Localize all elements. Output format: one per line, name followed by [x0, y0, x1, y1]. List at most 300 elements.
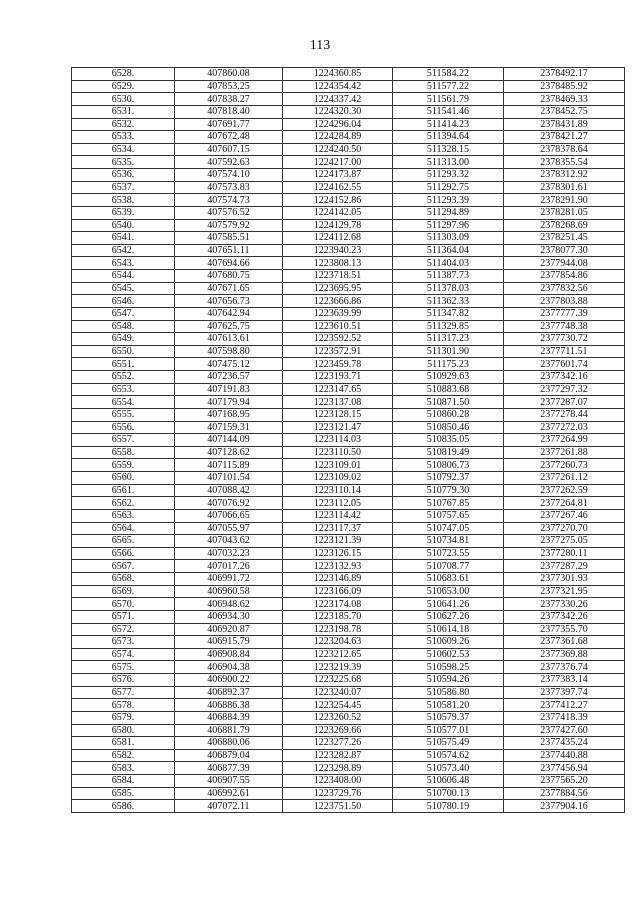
y2-cell: 2378301.61 [504, 181, 625, 194]
table-row [72, 396, 625, 409]
y2-cell: 2378281.05 [504, 206, 625, 219]
x1-cell: 407818.40 [175, 105, 283, 118]
y2-cell: 2377272.03 [504, 421, 625, 434]
x2-cell: 511293.39 [393, 194, 504, 207]
y1-cell: 1223610.51 [283, 320, 393, 333]
point-number-cell: 6570. [72, 598, 175, 611]
x2-cell: 510575.49 [393, 737, 504, 750]
x1-cell: 406879.04 [175, 749, 283, 762]
x1-cell: 407691.77 [175, 118, 283, 131]
coordinates-table [71, 67, 625, 813]
table-row [72, 446, 625, 459]
y1-cell: 1223121.39 [283, 535, 393, 548]
point-number-cell: 6554. [72, 396, 175, 409]
table-row [72, 636, 625, 649]
point-number-cell: 6564. [72, 522, 175, 535]
table-row [72, 181, 625, 194]
y2-cell: 2378492.17 [504, 68, 625, 81]
point-number-cell: 6531. [72, 105, 175, 118]
point-number-cell: 6562. [72, 497, 175, 510]
x1-cell: 407236.57 [175, 371, 283, 384]
x1-cell: 406991.72 [175, 573, 283, 586]
x1-cell: 407592.63 [175, 156, 283, 169]
point-number-cell: 6532. [72, 118, 175, 131]
x2-cell: 510581.20 [393, 699, 504, 712]
point-number-cell: 6543. [72, 257, 175, 270]
x2-cell: 510653.00 [393, 585, 504, 598]
table-row [72, 408, 625, 421]
page-number: 113 [309, 38, 331, 53]
point-number-cell: 6553. [72, 383, 175, 396]
point-number-cell: 6552. [72, 371, 175, 384]
table-row [72, 686, 625, 699]
x2-cell: 511541.46 [393, 105, 504, 118]
y2-cell: 2377412.27 [504, 699, 625, 712]
y2-cell: 2377854.86 [504, 270, 625, 283]
x1-cell: 407574.10 [175, 169, 283, 182]
point-number-cell: 6555. [72, 408, 175, 421]
y1-cell: 1224320.30 [283, 105, 393, 118]
x2-cell: 511561.79 [393, 93, 504, 106]
y1-cell: 1223109.01 [283, 459, 393, 472]
point-number-cell: 6541. [72, 232, 175, 245]
point-number-cell: 6557. [72, 434, 175, 447]
point-number-cell: 6586. [72, 800, 175, 813]
point-number-cell: 6576. [72, 674, 175, 687]
table-row [72, 522, 625, 535]
x1-cell: 407853.25 [175, 80, 283, 93]
x1-cell: 407043.62 [175, 535, 283, 548]
y1-cell: 1223269.66 [283, 724, 393, 737]
point-number-cell: 6534. [72, 143, 175, 156]
x1-cell: 406886.38 [175, 699, 283, 712]
x1-cell: 407651.11 [175, 244, 283, 257]
table-row [72, 711, 625, 724]
table-row [72, 270, 625, 283]
x2-cell: 511378.03 [393, 282, 504, 295]
y1-cell: 1223121.47 [283, 421, 393, 434]
point-number-cell: 6572. [72, 623, 175, 636]
point-number-cell: 6580. [72, 724, 175, 737]
x1-cell: 407179.94 [175, 396, 283, 409]
table-row [72, 156, 625, 169]
x1-cell: 406960.58 [175, 585, 283, 598]
x1-cell: 407475.12 [175, 358, 283, 371]
y1-cell: 1223254.45 [283, 699, 393, 712]
y1-cell: 1224162.55 [283, 181, 393, 194]
x2-cell: 511584.22 [393, 68, 504, 81]
x1-cell: 407066.65 [175, 509, 283, 522]
x2-cell: 510883.68 [393, 383, 504, 396]
point-number-cell: 6568. [72, 573, 175, 586]
x1-cell: 406900.22 [175, 674, 283, 687]
table-row [72, 762, 625, 775]
point-number-cell: 6537. [72, 181, 175, 194]
point-number-cell: 6560. [72, 472, 175, 485]
x2-cell: 510819.49 [393, 446, 504, 459]
x2-cell: 510579.37 [393, 711, 504, 724]
y2-cell: 2377376.74 [504, 661, 625, 674]
y1-cell: 1223940.23 [283, 244, 393, 257]
y2-cell: 2378378.64 [504, 143, 625, 156]
y1-cell: 1224152.86 [283, 194, 393, 207]
x1-cell: 407671.65 [175, 282, 283, 295]
x2-cell: 511364.04 [393, 244, 504, 257]
table-row [72, 333, 625, 346]
y2-cell: 2378469.33 [504, 93, 625, 106]
y2-cell: 2378312.92 [504, 169, 625, 182]
table-row [72, 560, 625, 573]
y1-cell: 1223282.87 [283, 749, 393, 762]
table-row [72, 295, 625, 308]
x1-cell: 407607.15 [175, 143, 283, 156]
x2-cell: 511387.73 [393, 270, 504, 283]
x1-cell: 407115.89 [175, 459, 283, 472]
y2-cell: 2377730.72 [504, 333, 625, 346]
point-number-cell: 6547. [72, 307, 175, 320]
point-number-cell: 6545. [72, 282, 175, 295]
x2-cell: 511414.23 [393, 118, 504, 131]
table-row [72, 674, 625, 687]
y2-cell: 2377301.93 [504, 573, 625, 586]
point-number-cell: 6573. [72, 636, 175, 649]
x2-cell: 510573.40 [393, 762, 504, 775]
y1-cell: 1223114.03 [283, 434, 393, 447]
y1-cell: 1223137.08 [283, 396, 393, 409]
x1-cell: 407838.27 [175, 93, 283, 106]
y2-cell: 2377262.59 [504, 484, 625, 497]
x2-cell: 510871.50 [393, 396, 504, 409]
x2-cell: 510929.63 [393, 371, 504, 384]
point-number-cell: 6581. [72, 737, 175, 750]
point-number-cell: 6539. [72, 206, 175, 219]
y1-cell: 1223592.52 [283, 333, 393, 346]
y2-cell: 2377275.05 [504, 535, 625, 548]
x2-cell: 510850.46 [393, 421, 504, 434]
x1-cell: 407159.31 [175, 421, 283, 434]
table-row [72, 775, 625, 788]
point-number-cell: 6528. [72, 68, 175, 81]
point-number-cell: 6538. [72, 194, 175, 207]
y2-cell: 2377264.81 [504, 497, 625, 510]
x1-cell: 407585.51 [175, 232, 283, 245]
table-row [72, 80, 625, 93]
y2-cell: 2377321.95 [504, 585, 625, 598]
table-row [72, 371, 625, 384]
x2-cell: 510708.77 [393, 560, 504, 573]
x1-cell: 407672.48 [175, 131, 283, 144]
point-number-cell: 6579. [72, 711, 175, 724]
point-number-cell: 6546. [72, 295, 175, 308]
y2-cell: 2377904.16 [504, 800, 625, 813]
y2-cell: 2377884.56 [504, 787, 625, 800]
table-row [72, 118, 625, 131]
x1-cell: 406920.87 [175, 623, 283, 636]
table-row [72, 459, 625, 472]
x2-cell: 510598.25 [393, 661, 504, 674]
x2-cell: 511317.23 [393, 333, 504, 346]
x1-cell: 406934.30 [175, 610, 283, 623]
x2-cell: 510767.85 [393, 497, 504, 510]
x1-cell: 406948.62 [175, 598, 283, 611]
point-number-cell: 6550. [72, 345, 175, 358]
y1-cell: 1223193.71 [283, 371, 393, 384]
point-number-cell: 6548. [72, 320, 175, 333]
table-row [72, 219, 625, 232]
point-number-cell: 6571. [72, 610, 175, 623]
y2-cell: 2378485.92 [504, 80, 625, 93]
y1-cell: 1223277.26 [283, 737, 393, 750]
x2-cell: 511293.32 [393, 169, 504, 182]
point-number-cell: 6533. [72, 131, 175, 144]
x2-cell: 510780.19 [393, 800, 504, 813]
point-number-cell: 6551. [72, 358, 175, 371]
x1-cell: 407642.94 [175, 307, 283, 320]
x2-cell: 510792.37 [393, 472, 504, 485]
point-number-cell: 6561. [72, 484, 175, 497]
y1-cell: 1223198.78 [283, 623, 393, 636]
y1-cell: 1223298.89 [283, 762, 393, 775]
table-row [72, 648, 625, 661]
table-row [72, 661, 625, 674]
y2-cell: 2377427.60 [504, 724, 625, 737]
point-number-cell: 6563. [72, 509, 175, 522]
point-number-cell: 6583. [72, 762, 175, 775]
coordinates-table-body [72, 68, 625, 813]
y1-cell: 1224284.89 [283, 131, 393, 144]
x2-cell: 511301.90 [393, 345, 504, 358]
x2-cell: 510574.62 [393, 749, 504, 762]
y1-cell: 1224142.05 [283, 206, 393, 219]
y2-cell: 2377261.12 [504, 472, 625, 485]
y1-cell: 1223110.14 [283, 484, 393, 497]
y2-cell: 2377287.29 [504, 560, 625, 573]
y1-cell: 1224354.42 [283, 80, 393, 93]
x1-cell: 407860.08 [175, 68, 283, 81]
y2-cell: 2377287.07 [504, 396, 625, 409]
x1-cell: 407579.92 [175, 219, 283, 232]
y2-cell: 2378291.90 [504, 194, 625, 207]
y1-cell: 1224129.78 [283, 219, 393, 232]
x2-cell: 511404.03 [393, 257, 504, 270]
x2-cell: 511297.96 [393, 219, 504, 232]
y2-cell: 2377777.39 [504, 307, 625, 320]
point-number-cell: 6584. [72, 775, 175, 788]
table-row [72, 194, 625, 207]
point-number-cell: 6559. [72, 459, 175, 472]
x2-cell: 511394.64 [393, 131, 504, 144]
x1-cell: 407694.66 [175, 257, 283, 270]
x2-cell: 510806.73 [393, 459, 504, 472]
y2-cell: 2377342.26 [504, 610, 625, 623]
point-number-cell: 6536. [72, 169, 175, 182]
y2-cell: 2377418.39 [504, 711, 625, 724]
y1-cell: 1223240.07 [283, 686, 393, 699]
table-row [72, 282, 625, 295]
x1-cell: 407055.97 [175, 522, 283, 535]
x2-cell: 511362.33 [393, 295, 504, 308]
table-row [72, 547, 625, 560]
x2-cell: 510586.80 [393, 686, 504, 699]
y1-cell: 1224360.85 [283, 68, 393, 81]
y1-cell: 1223666.86 [283, 295, 393, 308]
point-number-cell: 6544. [72, 270, 175, 283]
table-row [72, 472, 625, 485]
y1-cell: 1223408.00 [283, 775, 393, 788]
point-number-cell: 6582. [72, 749, 175, 762]
x2-cell: 510779.30 [393, 484, 504, 497]
y2-cell: 2377601.74 [504, 358, 625, 371]
y2-cell: 2378355.54 [504, 156, 625, 169]
y1-cell: 1223212.65 [283, 648, 393, 661]
y1-cell: 1223695.95 [283, 282, 393, 295]
x1-cell: 407576.52 [175, 206, 283, 219]
y2-cell: 2377280.11 [504, 547, 625, 560]
x2-cell: 510683.61 [393, 573, 504, 586]
table-row [72, 535, 625, 548]
x2-cell: 510723.55 [393, 547, 504, 560]
y1-cell: 1224173.87 [283, 169, 393, 182]
x2-cell: 511313.00 [393, 156, 504, 169]
table-row [72, 699, 625, 712]
table-row [72, 749, 625, 762]
table-row [72, 307, 625, 320]
x1-cell: 407128.62 [175, 446, 283, 459]
x1-cell: 406884.39 [175, 711, 283, 724]
y1-cell: 1223639.99 [283, 307, 393, 320]
y1-cell: 1223225.68 [283, 674, 393, 687]
x2-cell: 510614.18 [393, 623, 504, 636]
x2-cell: 511328.15 [393, 143, 504, 156]
point-number-cell: 6556. [72, 421, 175, 434]
point-number-cell: 6565. [72, 535, 175, 548]
x2-cell: 510602.53 [393, 648, 504, 661]
y2-cell: 2377261.88 [504, 446, 625, 459]
y2-cell: 2377270.70 [504, 522, 625, 535]
x1-cell: 407072.11 [175, 800, 283, 813]
table-row [72, 206, 625, 219]
x1-cell: 407680.75 [175, 270, 283, 283]
x2-cell: 510641.26 [393, 598, 504, 611]
x2-cell: 511292.75 [393, 181, 504, 194]
x1-cell: 407101.54 [175, 472, 283, 485]
table-row [72, 421, 625, 434]
table-row [72, 800, 625, 813]
x2-cell: 510700.13 [393, 787, 504, 800]
table-row [72, 131, 625, 144]
x1-cell: 407613.61 [175, 333, 283, 346]
x2-cell: 510609.26 [393, 636, 504, 649]
point-number-cell: 6575. [72, 661, 175, 674]
x1-cell: 406915.79 [175, 636, 283, 649]
y1-cell: 1223166.09 [283, 585, 393, 598]
x1-cell: 406877.39 [175, 762, 283, 775]
table-row [72, 724, 625, 737]
x1-cell: 406904.38 [175, 661, 283, 674]
point-number-cell: 6585. [72, 787, 175, 800]
y1-cell: 1223572.91 [283, 345, 393, 358]
y2-cell: 2378077.30 [504, 244, 625, 257]
y1-cell: 1223126.15 [283, 547, 393, 560]
y2-cell: 2377330.26 [504, 598, 625, 611]
x1-cell: 407032.23 [175, 547, 283, 560]
table-row [72, 509, 625, 522]
table-row [72, 497, 625, 510]
y2-cell: 2377267.46 [504, 509, 625, 522]
y2-cell: 2377264.99 [504, 434, 625, 447]
table-row [72, 787, 625, 800]
y1-cell: 1224296.04 [283, 118, 393, 131]
table-row [72, 68, 625, 81]
y1-cell: 1223146.89 [283, 573, 393, 586]
x1-cell: 407191.83 [175, 383, 283, 396]
table-row [72, 623, 625, 636]
table-row [72, 169, 625, 182]
y1-cell: 1223114.42 [283, 509, 393, 522]
table-row [72, 585, 625, 598]
y2-cell: 2377711.51 [504, 345, 625, 358]
table-row [72, 358, 625, 371]
x1-cell: 407088.42 [175, 484, 283, 497]
x2-cell: 510747.05 [393, 522, 504, 535]
table-row [72, 257, 625, 270]
y1-cell: 1223110.50 [283, 446, 393, 459]
y2-cell: 2377355.70 [504, 623, 625, 636]
y2-cell: 2377832.56 [504, 282, 625, 295]
x1-cell: 406881.79 [175, 724, 283, 737]
y1-cell: 1223147.65 [283, 383, 393, 396]
table-row [72, 484, 625, 497]
y2-cell: 2377565.20 [504, 775, 625, 788]
table-row [72, 598, 625, 611]
table-row [72, 737, 625, 750]
y2-cell: 2377456.94 [504, 762, 625, 775]
table-row [72, 610, 625, 623]
x1-cell: 407574.73 [175, 194, 283, 207]
x1-cell: 407573.83 [175, 181, 283, 194]
x1-cell: 406992.61 [175, 787, 283, 800]
table-row [72, 143, 625, 156]
table-row [72, 320, 625, 333]
y1-cell: 1223185.70 [283, 610, 393, 623]
y1-cell: 1224240.50 [283, 143, 393, 156]
x1-cell: 407656.73 [175, 295, 283, 308]
x1-cell: 407625.75 [175, 320, 283, 333]
x2-cell: 510627.26 [393, 610, 504, 623]
x1-cell: 406892.37 [175, 686, 283, 699]
y2-cell: 2377278.44 [504, 408, 625, 421]
x1-cell: 407017.26 [175, 560, 283, 573]
point-number-cell: 6578. [72, 699, 175, 712]
point-number-cell: 6529. [72, 80, 175, 93]
x2-cell: 511347.82 [393, 307, 504, 320]
y1-cell: 1223112.05 [283, 497, 393, 510]
x1-cell: 407168.95 [175, 408, 283, 421]
point-number-cell: 6569. [72, 585, 175, 598]
y1-cell: 1223204.63 [283, 636, 393, 649]
y1-cell: 1224112.68 [283, 232, 393, 245]
y1-cell: 1223219.39 [283, 661, 393, 674]
x2-cell: 510734.81 [393, 535, 504, 548]
x2-cell: 510757.65 [393, 509, 504, 522]
x1-cell: 407144.09 [175, 434, 283, 447]
table-row [72, 105, 625, 118]
point-number-cell: 6549. [72, 333, 175, 346]
y2-cell: 2377383.14 [504, 674, 625, 687]
y2-cell: 2377260.73 [504, 459, 625, 472]
point-number-cell: 6540. [72, 219, 175, 232]
y2-cell: 2378431.89 [504, 118, 625, 131]
